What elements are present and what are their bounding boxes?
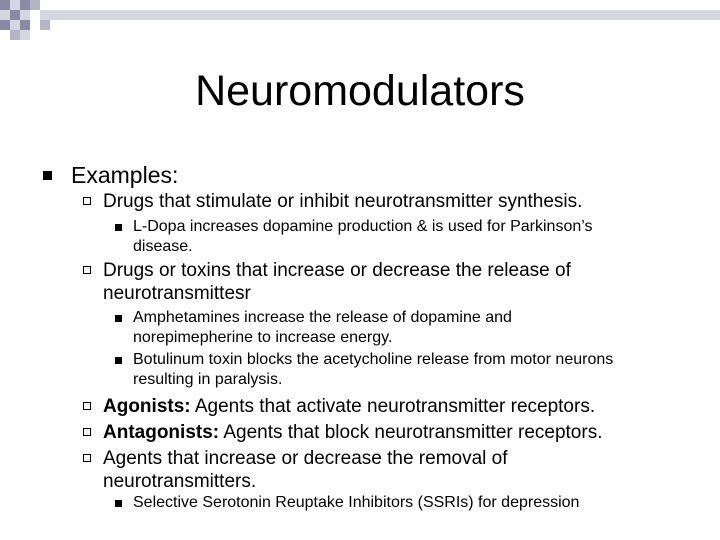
- sub-item-botulinum-line1: Botulinum toxin blocks the acetycholine release from motor neurons: [133, 351, 614, 368]
- item-drugs-release-line2: neurotransmittesr: [103, 283, 251, 304]
- sub-item-amphetamines-line2: norepimepherine to increase energy.: [133, 329, 393, 346]
- examples-label: Examples:: [71, 162, 179, 188]
- item-removal: [103, 447, 508, 493]
- sub-item-ldopa-line2: disease.: [133, 238, 193, 255]
- bullet-square-icon: [115, 500, 122, 507]
- item-drugs-release: [103, 259, 571, 305]
- item-removal-line1: Agents that increase or decrease the removal of: [103, 448, 508, 469]
- sub-item-ssri: Selective Serotonin Reuptake Inhibitors (SSRIs) for depression: [133, 494, 580, 511]
- corner-decoration: [0, 0, 720, 60]
- bullet-square-icon: [43, 171, 52, 180]
- bullet-square-icon: [115, 315, 122, 322]
- sub-item-amphetamines: [133, 308, 512, 348]
- item-drugs-synthesis: Drugs that stimulate or inhibit neurotransmitter synthesis.: [103, 191, 583, 212]
- bullet-hollow-square-icon: [83, 266, 91, 274]
- item-agonists: [103, 395, 595, 418]
- item-antagonists: [103, 421, 602, 444]
- item-drugs-release-line1: Drugs or toxins that increase or decrease the release of: [103, 260, 571, 281]
- sub-item-botulinum-line2: resulting in paralysis.: [133, 371, 283, 388]
- bullet-hollow-square-icon: [83, 454, 91, 462]
- sub-item-botulinum: [133, 350, 613, 390]
- sub-item-ldopa: [133, 217, 593, 257]
- bullet-hollow-square-icon: [83, 428, 91, 436]
- slide-title: Neuromodulators: [195, 67, 525, 115]
- sub-item-ldopa-line1: L-Dopa increases dopamine production & is used for Parkinson’s: [133, 218, 593, 235]
- bullet-hollow-square-icon: [83, 402, 91, 410]
- agonists-definition: Agents that activate neurotransmitter receptors.: [190, 396, 596, 417]
- item-removal-line2: neurotransmitters.: [103, 471, 257, 492]
- bullet-square-icon: [115, 224, 122, 231]
- antagonists-term: Antagonists:: [103, 422, 220, 443]
- sub-item-amphetamines-line1: Amphetamines increase the release of dopamine and: [133, 309, 512, 326]
- antagonists-definition: Agents that block neurotransmitter receptors.: [219, 422, 603, 443]
- agonists-term: Agonists:: [103, 396, 191, 417]
- bullet-square-icon: [115, 357, 122, 364]
- bullet-hollow-square-icon: [83, 197, 91, 205]
